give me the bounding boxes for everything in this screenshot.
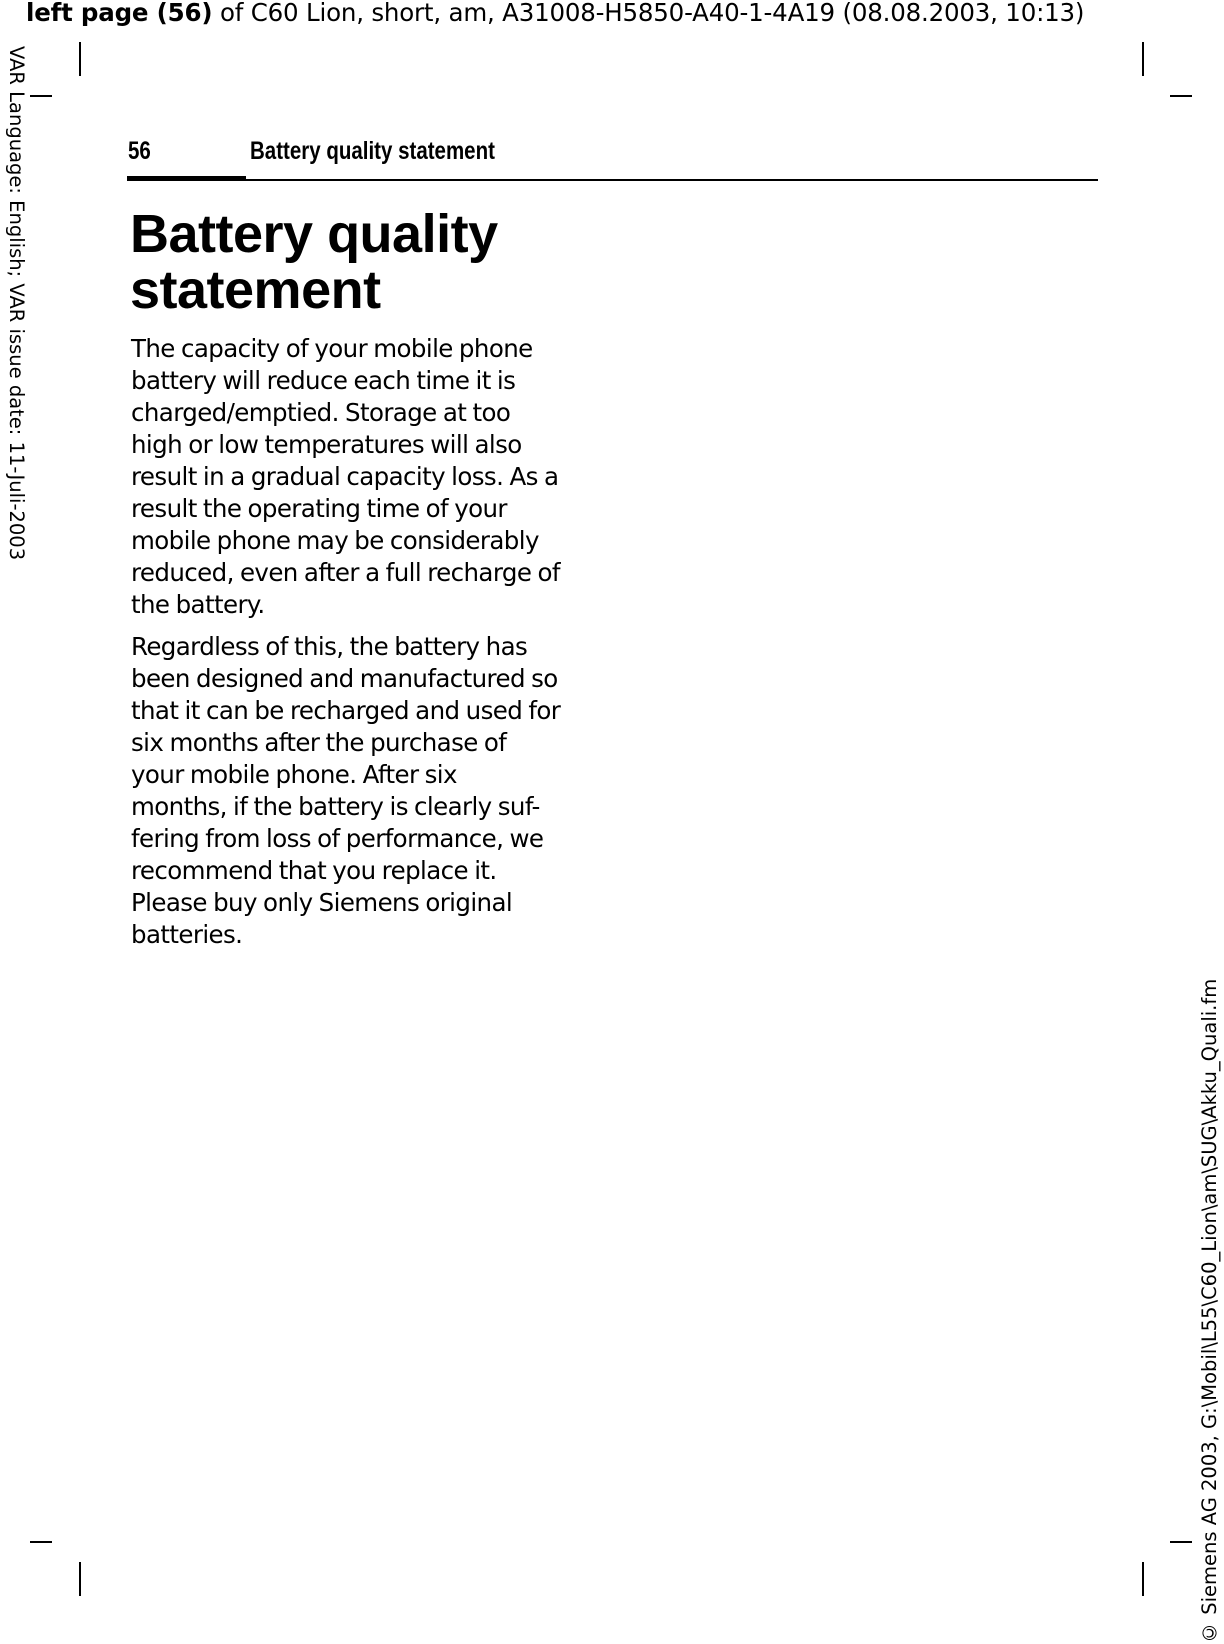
text-line: result the operating time of your bbox=[131, 494, 507, 523]
crop-mark bbox=[1170, 95, 1192, 97]
text-line: high or low temperatures will also bbox=[131, 430, 522, 459]
crop-mark bbox=[30, 1541, 52, 1543]
text-line: months, if the battery is clearly suf- bbox=[131, 792, 540, 821]
text-line: Please buy only Siemens original bbox=[131, 888, 513, 917]
paragraph bbox=[131, 333, 601, 621]
page-title-line: statement bbox=[130, 260, 381, 320]
page-number: 56 bbox=[128, 137, 151, 165]
text-line: The capacity of your mobile phone bbox=[131, 334, 533, 363]
file-header bbox=[26, 0, 1084, 26]
crop-mark bbox=[1142, 1562, 1144, 1596]
file-header-page: left page (56) bbox=[26, 0, 213, 27]
text-line: battery will reduce each time it is bbox=[131, 366, 516, 395]
crop-mark bbox=[79, 42, 81, 76]
file-header-info: of C60 Lion, short, am, A31008-H5850-A40-1-4A19 (08.08.2003, 10:13) bbox=[212, 0, 1085, 27]
running-title: Battery quality statement bbox=[250, 137, 495, 165]
page-title bbox=[130, 206, 570, 318]
text-line: recommend that you replace it. bbox=[131, 856, 497, 885]
crop-mark bbox=[1170, 1541, 1192, 1543]
side-note-left: VAR Language: English; VAR issue date: 11-Juli-2003 bbox=[5, 46, 28, 561]
body-text bbox=[131, 333, 601, 961]
text-line: mobile phone may be considerably bbox=[131, 526, 539, 555]
text-line: reduced, even after a full recharge of bbox=[131, 558, 560, 587]
header-rule-accent bbox=[127, 176, 246, 181]
text-line: charged/emptied. Storage at too bbox=[131, 398, 511, 427]
text-line: your mobile phone. After six bbox=[131, 760, 457, 789]
text-line: the battery. bbox=[131, 590, 265, 619]
page-title-line: Battery quality bbox=[130, 204, 498, 264]
crop-mark bbox=[30, 95, 52, 97]
text-line: fering from loss of performance, we bbox=[131, 824, 544, 853]
text-line: Regardless of this, the battery has bbox=[131, 632, 528, 661]
side-note-right: © Siemens AG 2003, G:\Mobil\L55\C60_Lion\am\SUG\Akku_Quali.fm bbox=[1198, 978, 1221, 1644]
crop-mark bbox=[1142, 42, 1144, 76]
text-line: been designed and manufactured so bbox=[131, 664, 558, 693]
text-line: six months after the purchase of bbox=[131, 728, 507, 757]
text-line: result in a gradual capacity loss. As a bbox=[131, 462, 559, 491]
header-rule bbox=[127, 179, 1098, 181]
text-line: batteries. bbox=[131, 920, 243, 949]
crop-mark bbox=[79, 1562, 81, 1596]
text-line: that it can be recharged and used for bbox=[131, 696, 561, 725]
paragraph bbox=[131, 631, 601, 951]
